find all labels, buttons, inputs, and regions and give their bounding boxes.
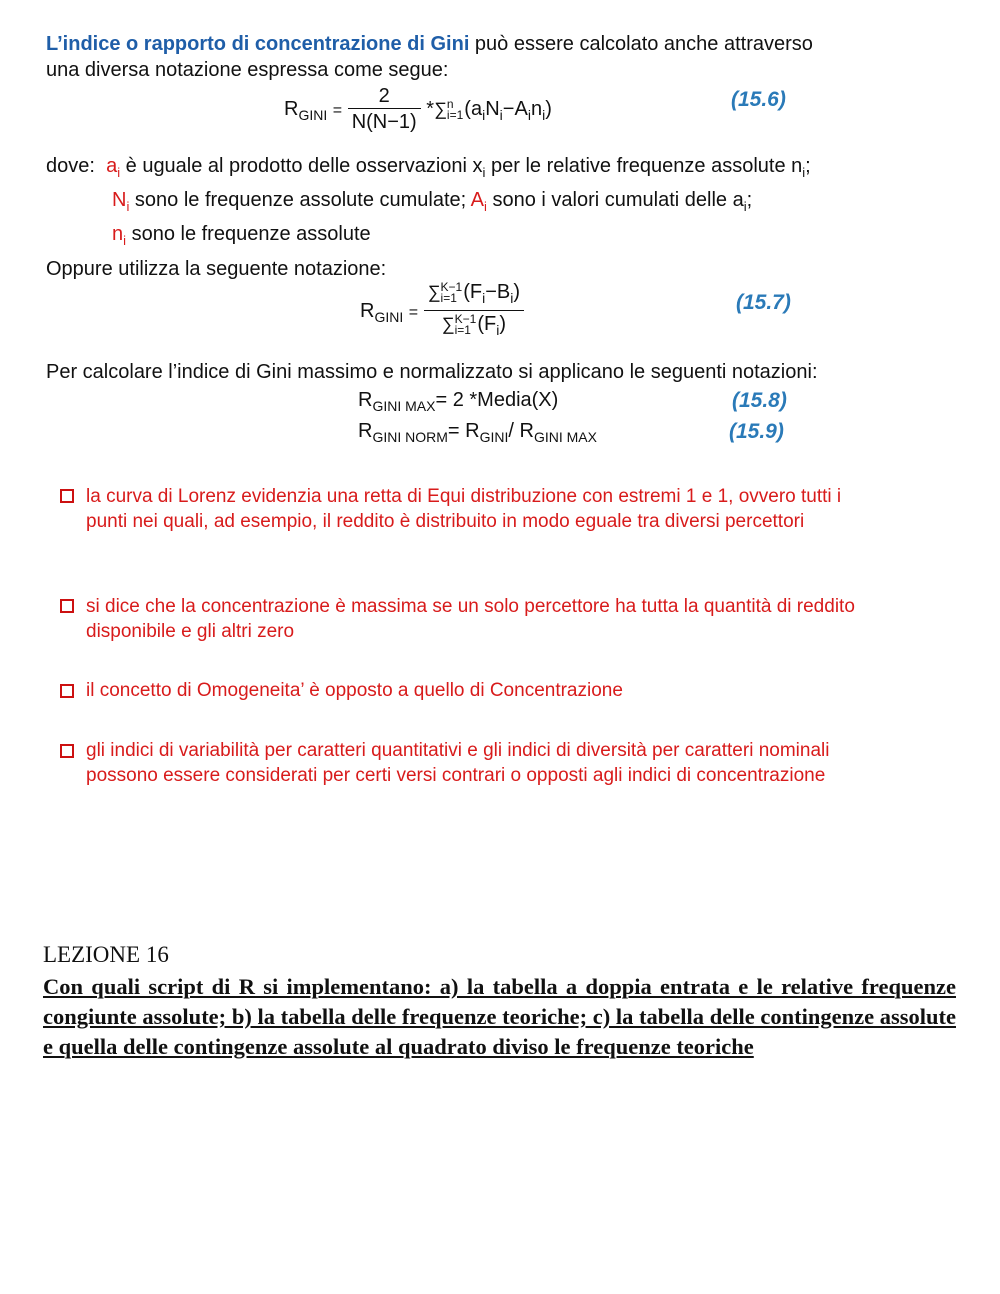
checkbox-bullet-icon	[60, 684, 74, 698]
intro-line-2: una diversa notazione espressa come segue:	[46, 59, 449, 81]
equation-number-15-9: (15.9)	[729, 420, 784, 443]
intro-line-1	[46, 32, 813, 56]
intro-title-rest: può essere calcolato anche attraverso	[469, 33, 813, 55]
bullet-lorenz: la curva di Lorenz evidenzia una retta di Equi distribuzione con estremi 1 e 1, ovvero tutti i punti nei quali, ad esempio, il reddito è distribuito in modo eguale tra diversi percettori	[86, 486, 842, 532]
alt-notation-line: Oppure utilizza la seguente notazione:	[46, 258, 387, 280]
formula-15-8: $R_{GINI MAX}= 2$ *Media(X)	[358, 389, 559, 414]
checkbox-bullet-icon	[60, 744, 74, 758]
equation-number-15-7: (15.7)	[736, 291, 791, 314]
where-line-a: dove: $a_i$ è uguale al prodotto delle osservazioni $x_i$ per le relative frequenze assolute $n_i$;	[46, 155, 811, 180]
checkbox-bullet-icon	[60, 489, 74, 503]
formula-15-9: $R_{GINI NORM}= R_{GINI}/$ $R_{GINI MAX}$	[358, 420, 597, 445]
formula-15-7: $R_{GINI}$ = ∑K−1 i=1 $(F_i-B_i)$ ∑K−1 i=1 $(F_i)$	[360, 280, 524, 343]
checkbox-bullet-icon	[60, 599, 74, 613]
max-norm-intro: Per calcolare l’indice di Gini massimo e normalizzato si applicano le seguenti notazioni:	[46, 361, 818, 383]
bullet-variability: gli indici di variabilità per caratteri quantitativi e gli indici di diversità per caratteri nominali possono essere considerati per certi versi contrari o opposti agli indici di concentrazione	[86, 740, 830, 786]
where-line-n: $n_i$ sono le frequenze assolute	[112, 223, 371, 248]
bullet-omogeneita: il concetto di Omogeneita’ è opposto a quello di Concentrazione	[86, 680, 623, 701]
formula-15-6: $R_{GINI}$ = $\frac{2}{N(N-1)}$ *∑n $i=1(a_iN_i-A_in_i)$	[284, 85, 552, 133]
equation-number-15-8: (15.8)	[732, 389, 787, 412]
fraction: $\frac{2}{N(N-1)}$	[348, 84, 421, 135]
equation-number-15-6: (15.6)	[731, 88, 786, 111]
lesson-question: Con quali script di R si implementano: a) la tabella a doppia entrata e le relative frequenze congiunte assolute; b) la tabella delle frequenze teoriche; c) la tabella delle contingenze assolute e quella delle contingenze assolute al quadrato diviso le frequenze teoriche	[43, 974, 956, 1059]
fraction: ∑K−1 i=1 $(F_i-B_i)$ ∑K−1 i=1 $(F_i)$	[424, 280, 524, 343]
where-line-N: $N_i$ sono le frequenze assolute cumulate; $A_i$ sono i valori cumulati delle $a_i$;	[112, 189, 753, 214]
bullet-max-concentration: si dice che la concentrazione è massima se un solo percettore ha tutta la quantità di reddito disponibile e gli altri zero	[86, 596, 855, 642]
intro-title: L’indice o rapporto di concentrazione di Gini	[46, 33, 470, 55]
lesson-title: LEZIONE 16	[43, 942, 169, 967]
